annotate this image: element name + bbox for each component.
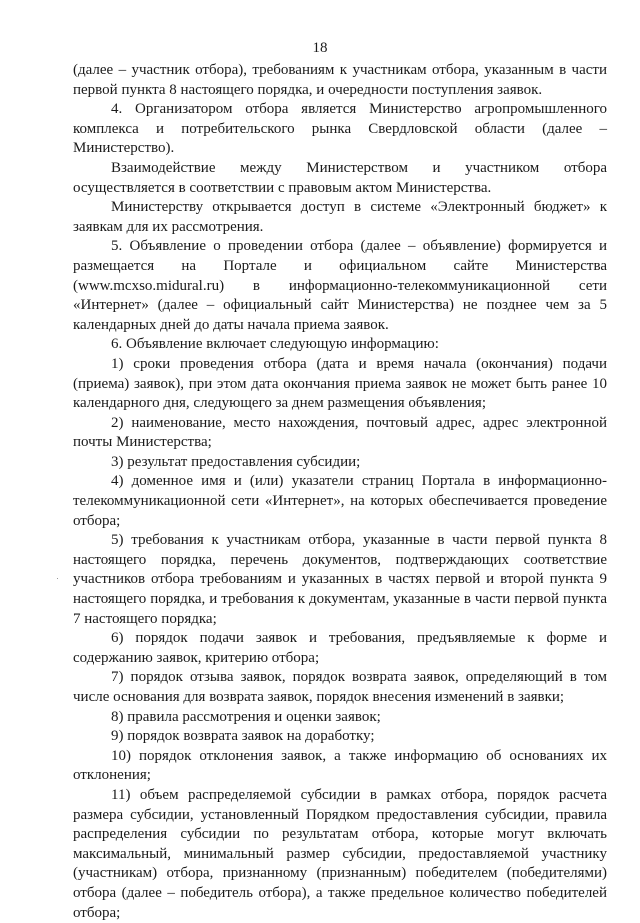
paragraph-interaction: Взаимодействие между Министерством и участником отбора осуществляется в соответствии с правовым актом Министерства.	[73, 159, 607, 196]
list-item-8: 8) правила рассмотрения и оценки заявок;	[111, 708, 381, 725]
list-item-7: 7) порядок отзыва заявок, порядок возврата заявок, определяющий в том числе основания для возврата заявок, порядок внесения изменений в заявки;	[73, 669, 607, 705]
paragraph-item-5: 5. Объявление о проведении отбора (далее – объявление) формируется и размещается на Портале и официальном сайте Министерства (www.mcxso.midural.ru) в информационно-телекоммуникационной сети «Интернет» (далее – официальный сайт Министерства) не позднее чем за 5 календарных дней до даты начала приема заявок.	[73, 238, 607, 333]
list-item-10: 10) порядок отклонения заявок, а также информацию об основаниях их отклонения;	[73, 747, 607, 784]
paragraph-continuation: (далее – участник отбора), требованиям к участникам отбора, указанным в части первой пункта 8 настоящего порядка, и очередности поступления заявок.	[73, 62, 607, 98]
list-item-3: 3) результат предоставления субсидии;	[111, 453, 361, 470]
scan-speck	[57, 578, 58, 579]
list-item-11: 11) объем распределяемой субсидии в рамках отбора, порядок расчета размера субсидии, установленный Порядком предоставления субсидии, правила распределения субсидии по результатам отбора, которые могут включать максимальный, минимальный размер субсидии, предоставляемой участнику (участникам) отбора, признанному (признанным) победителем (победителями) отбора (далее – победитель отбора), а также предельное количество победителей отбора;	[73, 786, 607, 921]
list-item-6: 6) порядок подачи заявок и требования, предъявляемые к форме и содержанию заявок, критерию отбора;	[73, 630, 607, 666]
page-number: 18	[312, 40, 328, 56]
document-body	[73, 61, 607, 923]
paragraph-item-4: 4. Организатором отбора является Министерство агропромышленного комплекса и потребительского рынка Свердловской области (далее – Министерство).	[73, 101, 607, 157]
list-item-4: 4) доменное имя и (или) указатели страниц Портала в информационно-телекоммуникационной сети «Интернет», на которых обеспечивается проведение отбора;	[73, 473, 607, 529]
list-item-2: 2) наименование, место нахождения, почтовый адрес, адрес электронной почты Министерства;	[73, 414, 607, 451]
paragraph-access: Министерству открывается доступ в системе «Электронный бюджет» к заявкам для их рассмотрения.	[73, 199, 607, 235]
list-item-1: 1) сроки проведения отбора (дата и время начала (окончания) подачи (приема) заявок), при этом дата окончания приема заявок не может быть ранее 10 календарного дня, следующего за днем размещения объявления;	[73, 355, 607, 412]
list-item-5: 5) требования к участникам отбора, указанные в части первой пункта 8 настоящего порядка, перечень документов, подтверждающих соответствие участников отбора требованиям и указанных в частях первой и второй пункта 9 настоящего порядка, и требования к документам, указанные в части первой пункта 7 настоящего порядка;	[73, 532, 607, 627]
list-item-9: 9) порядок возврата заявок на доработку;	[111, 728, 375, 745]
paragraph-item-6: 6. Объявление включает следующую информацию:	[111, 336, 439, 353]
